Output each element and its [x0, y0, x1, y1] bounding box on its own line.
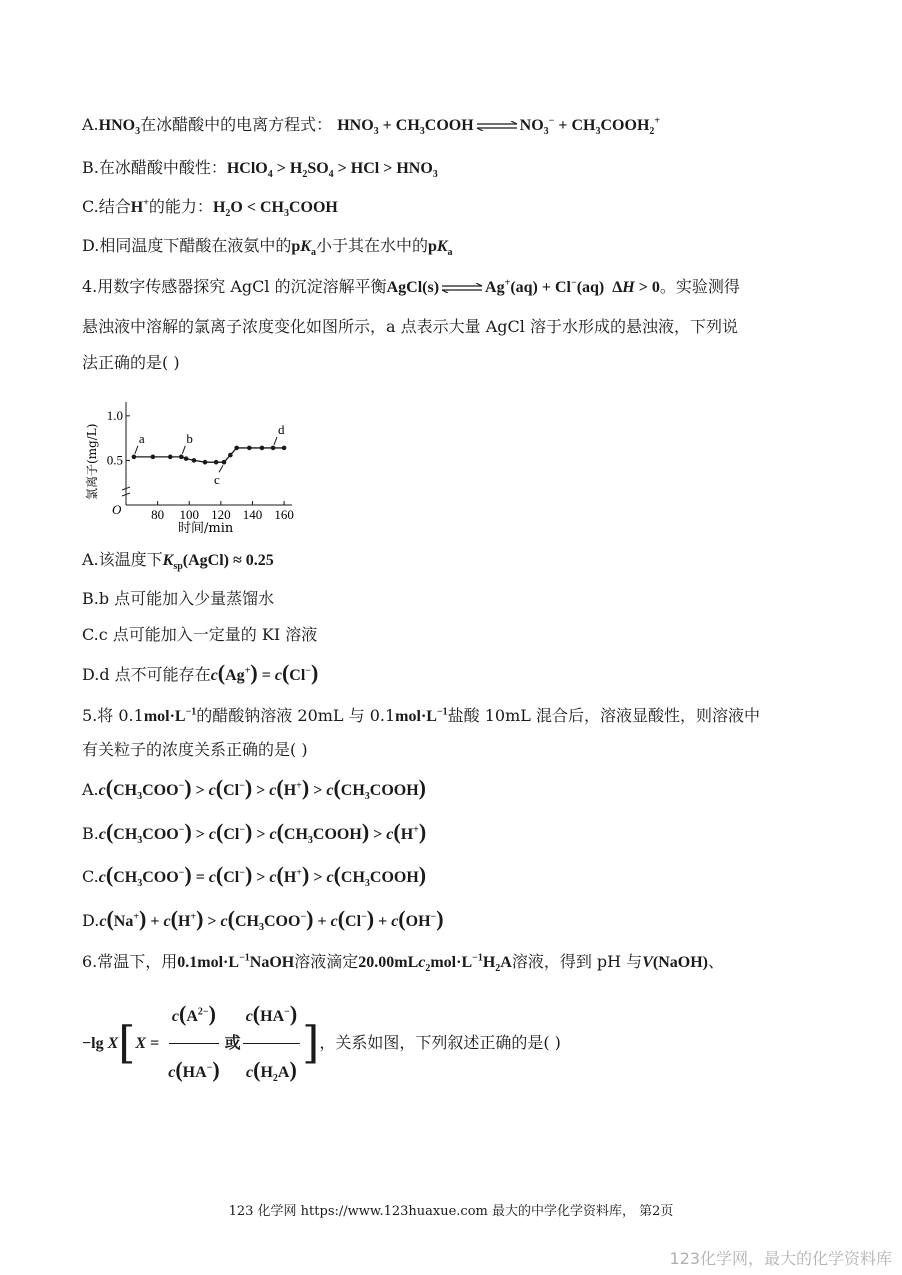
data-point: [132, 455, 137, 460]
page-footer: 123 化学网 https://www.123huaxue.com 最大的中学化学资料库， 第2页: [228, 1204, 674, 1219]
q5-stem-line1: 5.将 $0.1mol\cdot L^{-1}$的醋酸钠溶液 20mL 与 $0.1mol\cdot L^{-1}$盐酸 10mL 混合后，溶液显酸性，则溶液中: [82, 706, 760, 725]
q6-stem-line1: 6.常温下，用$0.1mol\cdot L^{-1}NaOH$溶液滴定$20.00mLc_2mol\cdot L^{-1}H_2A$溶液，得到 pH 与V(NaOH)、: [82, 952, 725, 975]
q5-option-b: $B.c(CH_3COO^-) > c(Cl^-)$ > $c(CH_3COOH) > c(H^+)$: [82, 819, 427, 847]
data-point: [260, 446, 265, 451]
q4-option-a: A.该温度下$K_{sp}(AgCl) \approx 0.25$: [82, 550, 274, 573]
q4-stem-line3: 法正确的是( ): [82, 353, 180, 372]
q4-stem-line2: 悬浊液中溶解的氯离子浓度变化如图所示，a 点表示大量 AgCl 溶于水形成的悬浊液，下列说: [82, 317, 738, 336]
fraction-a2-over-ha: $\frac{c(A^{2-})}{c(HA^-)}$: [165, 990, 222, 1097]
annotation-label: b: [186, 430, 193, 446]
data-point: [192, 458, 197, 463]
q4-option-b: B.b 点可能加入少量蒸馏水: [82, 589, 275, 608]
data-point: [282, 446, 287, 451]
data-point: [222, 460, 227, 465]
q4-stem-line1: 4.用数字传感器探究 AgCl 的沉淀溶解平衡AgCl(s) Ag+(aq) + Cl−(aq) ΔH > 0。实验测得: [82, 277, 740, 296]
q3-option-a: $A.HNO_3$在冰醋酸中的电离方程式： $HNO_3$ + $CH_3COOH$ $NO_3^-$ + $CH_3COOH_2^+$: [82, 115, 661, 138]
q4-option-c: C.c 点可能加入一定量的 KI 溶液: [82, 625, 318, 644]
y-axis-label: 氯离子(mg/L): [85, 423, 99, 500]
annotation-arrow: [182, 446, 185, 454]
annotation-label: c: [214, 472, 220, 488]
equilibrium-arrow-icon: [475, 121, 519, 131]
y-tick-label: 0.5: [106, 452, 123, 468]
chloride-concentration-chart: [82, 390, 302, 540]
data-point: [234, 446, 239, 451]
x-axis-label: 时间/min: [178, 521, 234, 536]
annotation-arrow: [135, 446, 138, 454]
q3-option-c: C.结合H+的能力：$H_2O$ < $CH_3COOH$: [82, 197, 338, 220]
x-tick-label: 80: [151, 507, 165, 522]
data-point: [151, 455, 156, 460]
data-point: [214, 460, 219, 465]
x-tick-label: 120: [211, 507, 231, 522]
q3-option-d: D.相同温度下醋酸在液氨中的$pK_a$小于其在水中的$pK_a$: [82, 236, 453, 259]
annotation-arrow: [274, 437, 277, 445]
q5-option-c: $C.c(CH_3COO^-) = c(Cl^-) > c(H^+)$ > $c(CH_3COOH)$: [82, 862, 427, 890]
data-point: [271, 446, 276, 451]
data-point: [228, 453, 233, 458]
q3-option-b: B.在冰醋酸中酸性：HClO$_4$ > $H_2SO_4$ > HCl > $HNO_3$: [82, 158, 438, 181]
annotation-label: a: [138, 430, 145, 446]
x-tick-label: 160: [274, 507, 294, 522]
origin-label: O: [112, 502, 122, 517]
q4-option-d: D.d 点不可能存在c(Ag+) = c(Cl−): [82, 660, 319, 685]
x-tick-label: 100: [179, 507, 199, 522]
q5-option-a: $A.c(CH_3COO^-) > c(Cl^-) > c(H^+)$ > $c(CH_3COOH)$: [82, 775, 426, 803]
equilibrium-arrow-icon: [440, 283, 484, 293]
fraction-ha-over-h2a: $\frac{c(HA^-)}{c(H_2A)}$: [243, 990, 300, 1097]
data-point: [168, 455, 173, 460]
data-point: [203, 460, 208, 465]
data-point: [179, 455, 184, 460]
x-tick-label: 140: [242, 507, 263, 522]
q6-stem-line2: −lg X[X = $\frac{c(A^{2-})}{c(HA^-)}$ 或 $\frac{c(HA^-)}{c(H_2A)}$ ]，关系如图，下列叙述正确的是( ): [82, 990, 561, 1097]
annotation-label: d: [278, 421, 285, 437]
q5-stem-line2: 有关粒子的浓度关系正确的是( ): [82, 740, 308, 759]
data-point: [247, 446, 252, 451]
watermark: 123化学网，最大的化学资料库: [669, 1249, 892, 1268]
y-tick-label: 1.0: [106, 407, 123, 423]
data-point: [184, 456, 189, 461]
q5-option-d: $D.c(Na^+) + c(H^+) > c(CH_3COO^-) + c(Cl^-) + c(OH^-)$: [82, 906, 444, 934]
annotation-arrow: [219, 465, 223, 472]
